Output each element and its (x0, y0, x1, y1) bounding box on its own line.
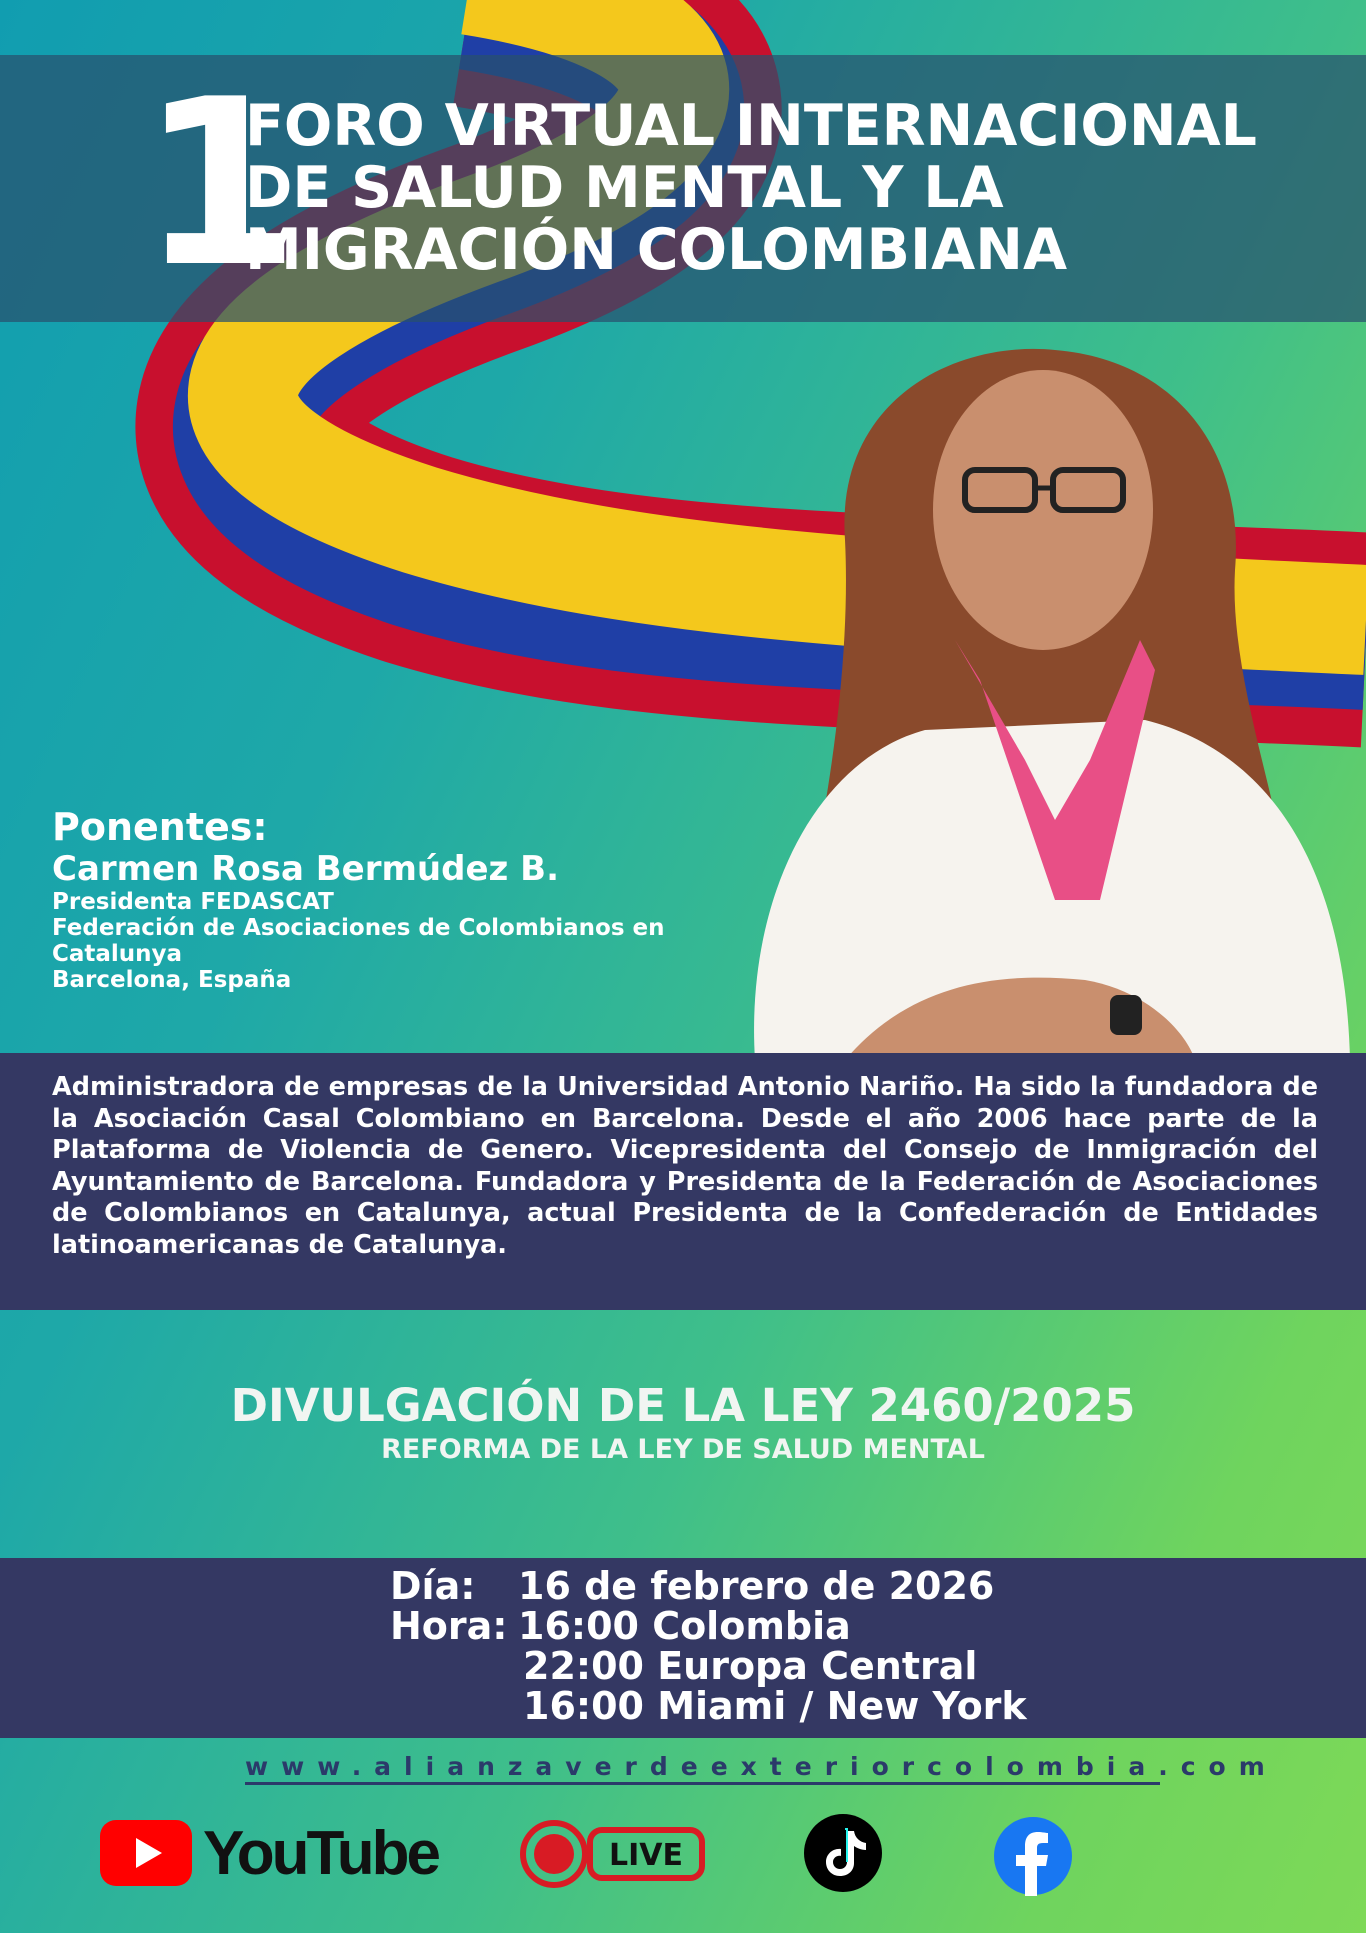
live-icon[interactable] (518, 1818, 708, 1890)
youtube-label[interactable]: YouTube (203, 1819, 438, 1888)
time-label: Hora: (390, 1604, 508, 1648)
title-line: MIGRACIÓN COLOMBIANA (245, 217, 1068, 283)
speaker-detail: Barcelona, España (52, 967, 292, 993)
speaker-detail: Presidenta FEDASCAT (52, 889, 334, 915)
speakers-heading: Ponentes: (52, 805, 268, 849)
law-section (0, 1378, 1366, 1466)
event-title (245, 95, 1325, 281)
tiktok-icon[interactable] (803, 1813, 883, 1893)
law-subtitle: REFORMA DE LA LEY DE SALUD MENTAL (381, 1434, 985, 1465)
time-value: 22:00 Europa Central (523, 1644, 978, 1688)
time-value: 16:00 Miami / New York (523, 1684, 1027, 1728)
live-label: LIVE (609, 1838, 683, 1873)
speaker-name: Carmen Rosa Bermúdez B. (52, 849, 559, 889)
title-line: FORO VIRTUAL INTERNACIONAL (245, 93, 1258, 159)
speaker-info (52, 805, 732, 993)
speaker-photo (725, 340, 1355, 1060)
website-link[interactable]: www.alianzaverdeexteriorcolombia.com (245, 1752, 1160, 1785)
law-title: DIVULGACIÓN DE LA LEY 2460/2025 (230, 1379, 1136, 1432)
speaker-detail: Federación de Asociaciones de Colombianos en (52, 915, 665, 941)
schedule (390, 1566, 1027, 1726)
day-value: 16 de febrero de 2026 (518, 1564, 995, 1608)
youtube-icon[interactable] (100, 1820, 192, 1886)
edition-number: 1 (140, 51, 301, 318)
speaker-bio: Administradora de empresas de la Universidad Antonio Nariño. Ha sido la fundadora de la Asociación Casal Colombiano en Barcelona. Desde el año 2006 hace parte de la Plataforma de Violencia de Genero. Vicepresidenta del Consejo de Inmigración del Ayuntamiento de Barcelona. Fundadora y Presidenta de la Federación de Asociaciones de Colombianos en Catalunya, actual Presidenta de la Confederación de Entidades latinoamericanas de Catalunya. (52, 1072, 1318, 1260)
speaker-detail: Catalunya (52, 941, 183, 967)
time-value: 16:00 Colombia (518, 1604, 851, 1648)
day-label: Día: (390, 1564, 476, 1608)
title-line: DE SALUD MENTAL Y LA (245, 155, 1004, 221)
facebook-icon[interactable] (993, 1816, 1073, 1896)
